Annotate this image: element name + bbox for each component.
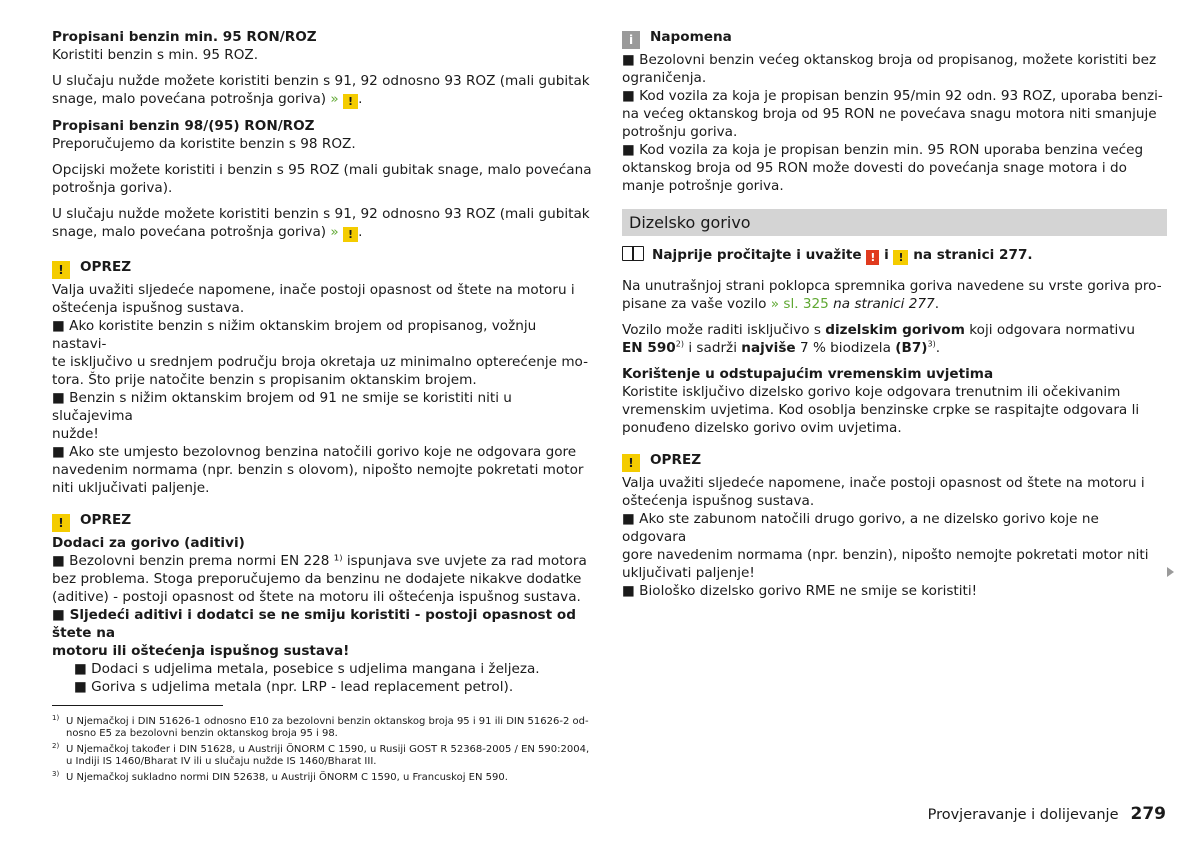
warning-icon: ! bbox=[52, 514, 70, 532]
heading-95: Propisani benzin min. 95 RON/ROZ bbox=[52, 29, 317, 45]
caution-box-2: Dodaci za gorivo (aditivi) ■ Bezolovni benzin prema normi EN 228 ¹⁾ ispunjava sve uvjete za rad motora bez problema. Stoga preporučujemo da benzinu ne dodajete nikakve dodatke (aditive) - postoji opasnost od štete na motoru ili oštećenja ispušnog sustava. ■ Sljedeći aditivi i dodatci se ne smiju koristiti - postoji opasnost od štete na motoru ili oštećenja ispušnog sustava! ■ Dodaci s udjelima metala, posebice s udjelima mangana i željeza. ■ Goriva s udjelima metala (npr. LRP - lead replacement petrol). bbox=[52, 535, 587, 695]
paragraph: U slučaju nužde možete koristiti benzin s 91, 92 odnosno 93 ROZ (mali gubitak snage, malo povećana potrošnja goriva) » ! . bbox=[52, 73, 590, 108]
page-number: 279 bbox=[1130, 804, 1166, 824]
paragraph: Preporučujemo da koristite benzin s 98 ROZ. bbox=[52, 136, 356, 152]
heading-98: Propisani benzin 98/(95) RON/ROZ bbox=[52, 118, 315, 134]
caution-title: ! OPREZ bbox=[52, 511, 592, 532]
warning-icon: ! bbox=[343, 227, 358, 242]
paragraph: Vozilo može raditi isključivo s dizelskim gorivom koji odgovara normativu EN 590$^{2)}$ i sadrži najviše 7 % biodizela $(B7)^{3)}$. bbox=[622, 322, 1135, 356]
warning-icon: ! bbox=[893, 250, 908, 265]
page-footer bbox=[928, 805, 1166, 824]
warning-icon: ! bbox=[622, 454, 640, 472]
caution-box-3: Valja uvažiti sljedeće napomene, inače postoji opasnost od štete na motoru i oštećenja ispušnog sustava. ■ Ako ste zabunom natočili drugo gorivo, a ne dizelsko gorivo koje ne odgovara gore navedenim normama (npr. benzin), nipošto nemojte pokretati motor niti uključivati paljenje! ■ Biološko dizelsko gorivo RME ne smije se koristiti! bbox=[622, 475, 1149, 599]
warning-red-icon: ! bbox=[866, 250, 879, 265]
paragraph: Koristiti benzin s min. 95 ROZ. bbox=[52, 47, 259, 63]
heading-weather: Korištenje u odstupajućim vremenskim uvjetima bbox=[622, 366, 994, 382]
caution-box-1: Valja uvažiti sljedeće napomene, inače postoji opasnost od štete na motoru i oštećenja ispušnog sustava. ■ Ako koristite benzin s nižim oktanskim brojem od propisanog, vožnju nastavi- te isključivo u srednjem području broja okretaja uz minimalno opterećenje mo- tora. Što prije natočite benzin s propisanim oktanskim brojem. ■ Benzin s nižim oktanskim brojem od 91 ne smije se koristiti niti u slučajevima nužde! ■ Ako ste umjesto bezolovnog benzina natočili gorivo koje ne odgovara gore navedenim normama (npr. benzin s olovom), nipošto nemojte pokretati motor niti uključivati paljenje. bbox=[52, 282, 589, 496]
paragraph: Opcijski možete koristiti i benzin s 95 ROZ (mali gubitak snage, malo povećana potrošnja goriva). bbox=[52, 162, 592, 196]
warning-icon: ! bbox=[343, 94, 358, 109]
note-title: i Napomena bbox=[622, 28, 1167, 49]
book-icon bbox=[622, 246, 644, 261]
figure-link[interactable]: » sl. 325 bbox=[770, 296, 829, 312]
section-title: Dizelsko gorivo bbox=[622, 209, 1167, 236]
right-column bbox=[622, 28, 1167, 600]
caution-title: ! OPREZ bbox=[622, 451, 1167, 472]
note-box: ■ Bezolovni benzin većeg oktanskog broja od propisanog, možete koristiti bez ograničenja. ■ Kod vozila za koja je propisan benzin 95/min 92 odn. 93 ROZ, uporaba benzi- na većeg oktanskog broja od 95 RON ne povećava snagu motora niti smanjuje potrošnju goriva. ■ Kod vozila za koja je propisan benzin min. 95 RON uporaba benzina većeg oktanskog broja od 95 RON može dovesti do povećanja snage motora i do manje potrošnje goriva. bbox=[622, 52, 1163, 194]
footnote-divider bbox=[52, 705, 223, 706]
info-icon: i bbox=[622, 31, 640, 49]
paragraph: U slučaju nužde možete koristiti benzin s 91, 92 odnosno 93 ROZ (mali gubitak snage, malo povećana potrošnja goriva) » ! . bbox=[52, 206, 590, 241]
caution-title: ! OPREZ bbox=[52, 258, 592, 279]
footnote: 1) U Njemačkoj i DIN 51626-1 odnosno E10 za bezolovni benzin oktanskog broja 95 i 91 ili DIN 51626-2 od-nosno E5 za bezolovni benzin oktanskog broja 95 i 98. bbox=[52, 714, 589, 739]
footnotes bbox=[52, 716, 597, 788]
footnote: 2) U Njemačkoj također i DIN 51628, u Austriji ÖNORM C 1590, u Rusiji GOST R 52368-2005 / EN 590:2004, u Indiji IS 1460/Bharat IV ili u slučaju nužde IS 1460/Bharat III. bbox=[52, 742, 590, 767]
warning-icon: ! bbox=[52, 261, 70, 279]
continue-arrow-icon bbox=[1167, 567, 1174, 577]
cross-ref-link[interactable]: » bbox=[330, 224, 339, 240]
footer-section-title: Provjeravanje i dolijevanje bbox=[927, 807, 1119, 823]
left-column bbox=[52, 28, 592, 696]
paragraph: Na unutrašnjoj strani poklopca spremnika goriva navedene su vrste goriva pro- pisane za vaše vozilo » sl. 325 na stranici 277. bbox=[622, 278, 1162, 312]
read-first-line: Najprije pročitajte i uvažite ! i ! na stranici 277. bbox=[622, 246, 1167, 265]
paragraph: Koristite isključivo dizelsko gorivo koje odgovara trenutnim ili očekivanim vremenskim uvjetima. Kod osoblja benzinske crpke se raspitajte odgovara li ponuđeno dizelsko gorivo ovim uvjetima. bbox=[622, 384, 1140, 436]
cross-ref-link[interactable]: » bbox=[330, 91, 339, 107]
footnote: 3) U Njemačkoj sukladno normi DIN 52638, u Austriji ÖNORM C 1590, u Francuskoj EN 590. bbox=[52, 770, 508, 783]
